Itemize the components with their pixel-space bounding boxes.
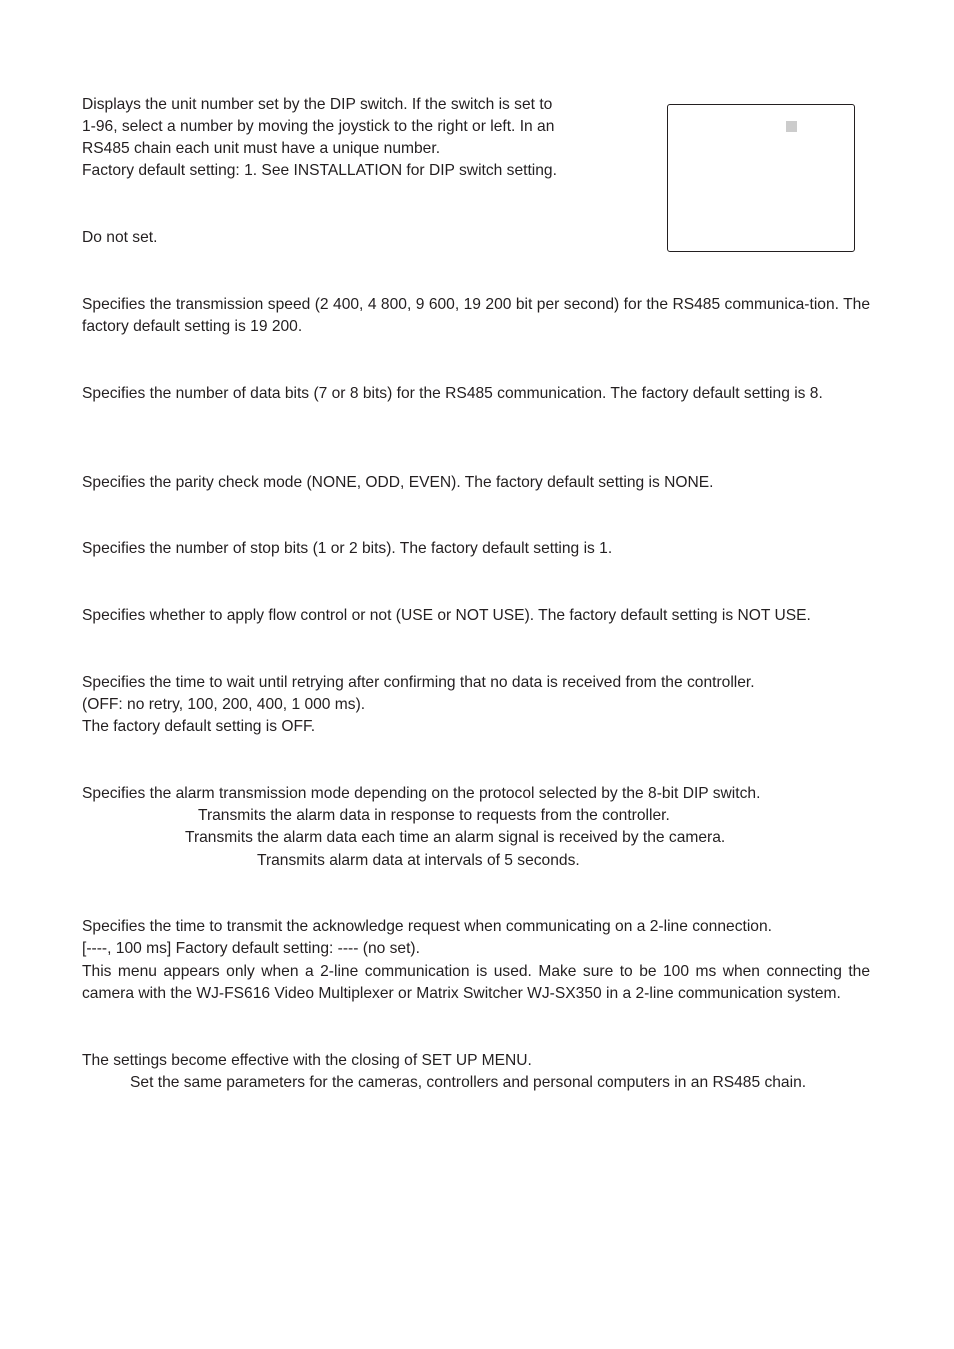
- parity-description: Specifies the parity check mode (NONE, ODD, EVEN). The factory default setting is NONE.: [82, 474, 714, 491]
- menu-screen-illustration: [667, 104, 855, 252]
- do-not-set-text: Do not set.: [82, 229, 158, 246]
- delay-time-line-2: [----, 100 ms] Factory default setting: ---- (no set).: [82, 940, 420, 957]
- unit-number-line-2: 1-96, select a number by moving the joystick to the right or left. In an: [82, 118, 555, 135]
- delay-time-paragraph: This menu appears only when a 2-line communication is used. Make sure to be 100 ms when connecting the camera with the WJ-FS616 Video Multiplexer or Matrix Switcher WJ-SX350 in a 2-line communication system.: [82, 963, 870, 1002]
- flow-control-description: Specifies whether to apply flow control or not (USE or NOT USE). The factory default setting is NOT USE.: [82, 607, 811, 624]
- data-bit-description: Specifies the number of data bits (7 or 8 bits) for the RS485 communication. The factory default setting is 8.: [82, 385, 823, 402]
- wait-time-line-1: Specifies the time to wait until retrying after confirming that no data is received from the controller.: [82, 674, 755, 691]
- note-text: Set the same parameters for the cameras, controllers and personal computers in an RS485 chain.: [130, 1074, 807, 1091]
- alarm-polling-description: Transmits the alarm data in response to requests from the controller.: [198, 807, 670, 824]
- wait-time-line-2: (OFF: no retry, 100, 200, 400, 1 000 ms).: [82, 696, 366, 713]
- alarm-data-intro: Specifies the alarm transmission mode depending on the protocol selected by the 8-bit DIP switch.: [82, 785, 761, 802]
- alarm-auto2-description: Transmits alarm data at intervals of 5 seconds.: [257, 852, 580, 869]
- closing-note: The settings become effective with the closing of SET UP MENU.: [82, 1052, 532, 1069]
- baud-rate-description: Specifies the transmission speed (2 400, 4 800, 9 600, 19 200 bit per second) for the RS485 communica-tion. The factory default setting is 19 200.: [82, 296, 870, 335]
- delay-time-line-1: Specifies the time to transmit the acknowledge request when communicating on a 2-line connection.: [82, 918, 772, 935]
- cursor-marker: [786, 121, 797, 132]
- stop-bit-description: Specifies the number of stop bits (1 or 2 bits). The factory default setting is 1.: [82, 540, 613, 557]
- unit-number-line-1: Displays the unit number set by the DIP switch. If the switch is set to: [82, 96, 553, 113]
- alarm-auto1-description: Transmits the alarm data each time an alarm signal is received by the camera.: [185, 829, 726, 846]
- wait-time-line-3: The factory default setting is OFF.: [82, 718, 316, 735]
- unit-number-line-4: Factory default setting: 1. See INSTALLATION for DIP switch setting.: [82, 162, 557, 179]
- unit-number-line-3: RS485 chain each unit must have a unique number.: [82, 140, 441, 157]
